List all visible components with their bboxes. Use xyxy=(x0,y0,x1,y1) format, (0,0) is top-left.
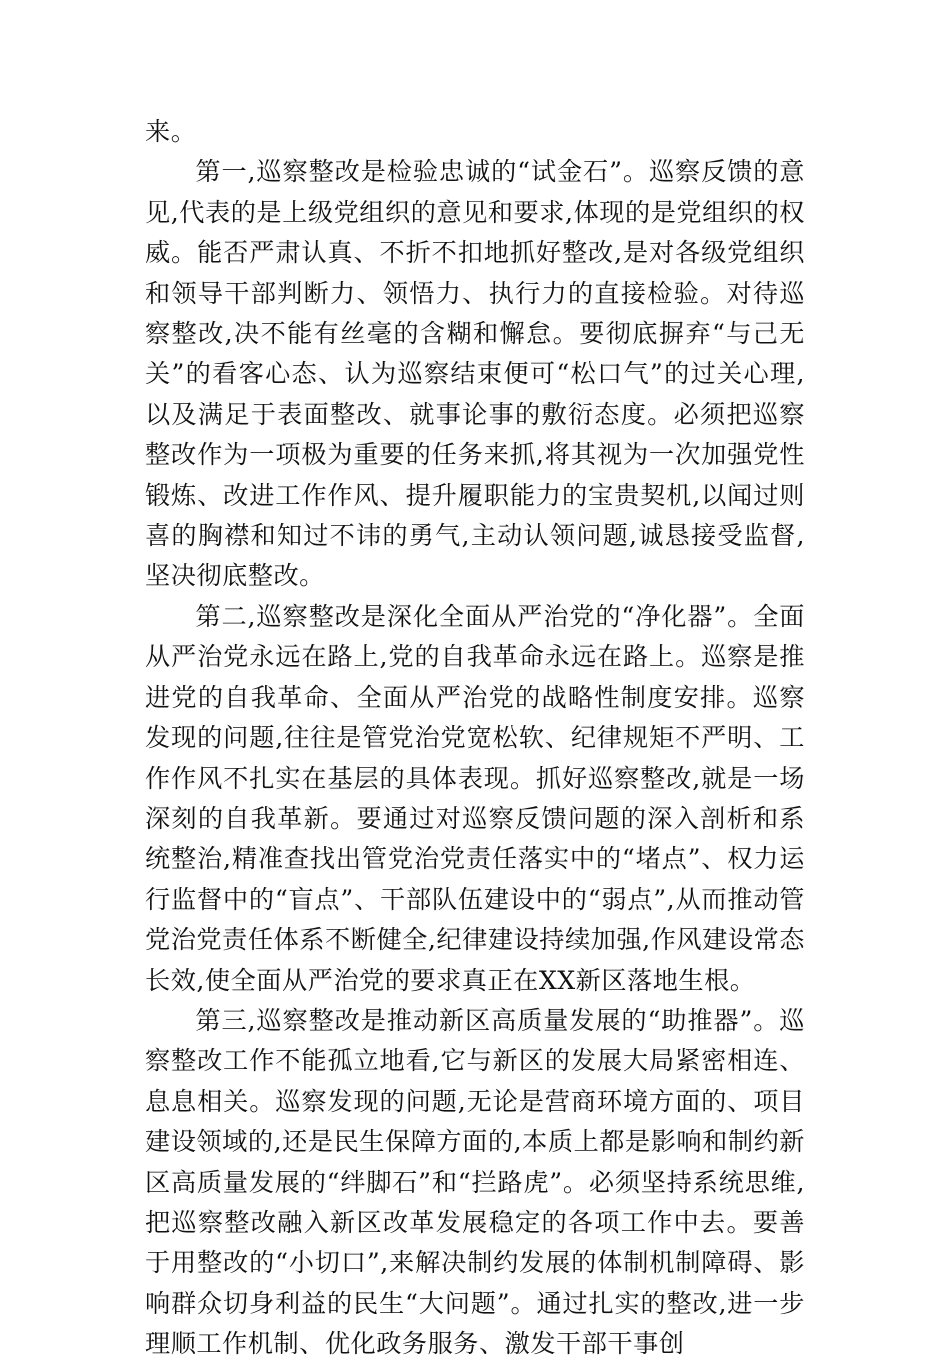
paragraph-third-point: 第三,巡察整改是推动新区高质量发展的“助推器”。巡察整改工作不能孤立地看,它与新区的发展大局紧密相连、息息相关。巡察发现的问题,无论是营商环境方面的、项目建设领域的,还是民生保障方面的,本质上都是影响和制约新区高质量发展的“绊脚石”和“拦路虎”。必须坚持系统思维,把巡察整改融入新区改革发展稳定的各项工作中去。要善于用整改的“小切口”,来解决制约发展的体制机制障碍、影响群众切身利益的民生“大问题”。通过扎实的整改,进一步理顺工作机制、优化政务服务、激发干部干事创 xyxy=(145,1005,805,1359)
paragraph-first-point: 第一,巡察整改是检验忠诚的“试金石”。巡察反馈的意见,代表的是上级党组织的意见和要求,体现的是党组织的权威。能否严肃认真、不折不扣地抓好整改,是对各级党组织和领导干部判断力、领悟力、执行力的直接检验。对待巡察整改,决不能有丝毫的含糊和懈怠。要彻底摒弃“与己无关”的看客心态、认为巡察结束便可“松口气”的过关心理,以及满足于表面整改、就事论事的敷衍态度。必须把巡察整改作为一项极为重要的任务来抓,将其视为一次加强党性锻炼、改进工作作风、提升履职能力的宝贵契机,以闻过则喜的胸襟和知过不讳的勇气,主动认领问题,诚恳接受监督,坚决彻底整改。 xyxy=(145,157,805,591)
paragraph-continuation: 来。 xyxy=(145,117,197,146)
paragraph-second-point: 第二,巡察整改是深化全面从严治党的“净化器”。全面从严治党永远在路上,党的自我革命永远在路上。巡察是推进党的自我革命、全面从严治党的战略性制度安排。巡察发现的问题,往往是管党治党宽松软、纪律规矩不严明、工作作风不扎实在基层的具体表现。抓好巡察整改,就是一场深刻的自我革新。要通过对巡察反馈问题的深入剖析和系统整治,精准查找出管党治党责任落实中的“堵点”、权力运行监督中的“盲点”、干部队伍建设中的“弱点”,从而推动管党治党责任体系不断健全,纪律建设持续加强,作风建设常态长效,使全面从严治党的要求真正在XX新区落地生根。 xyxy=(145,601,805,995)
document-body xyxy=(145,112,805,1365)
